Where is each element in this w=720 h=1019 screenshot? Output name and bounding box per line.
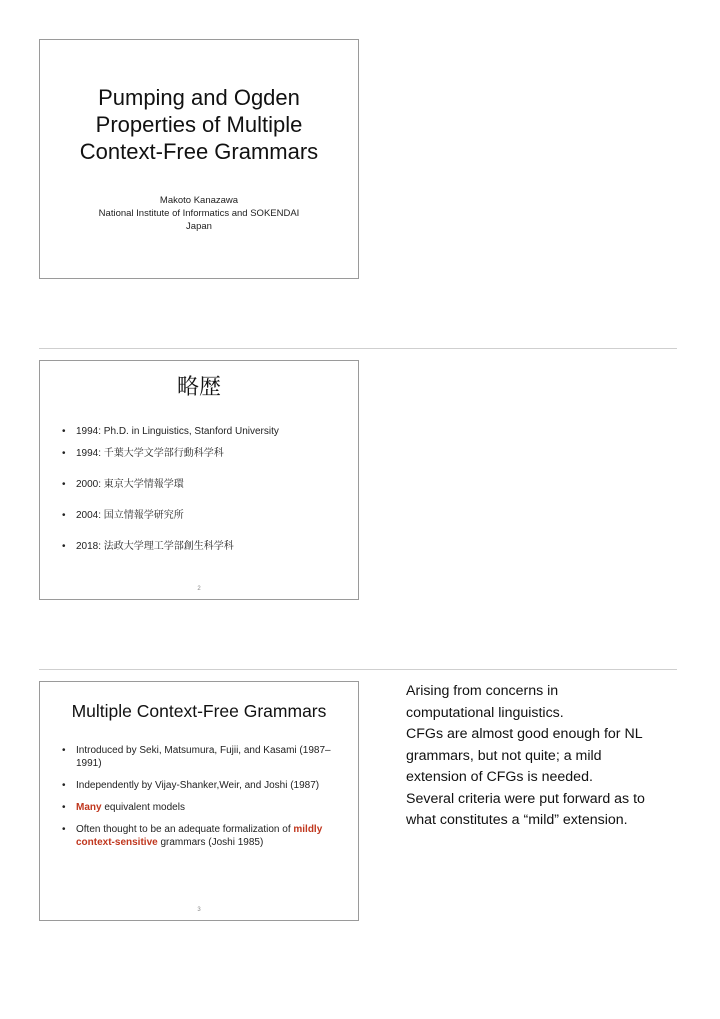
author-affiliation: National Institute of Informatics and SOKENDAI — [98, 208, 300, 219]
bullet-text: equivalent models — [101, 802, 185, 813]
notes-line: grammars, but not quite; a mild — [406, 747, 602, 764]
notes-line: what constitutes a “mild” extension. — [406, 812, 628, 828]
page-separator — [39, 669, 677, 670]
slide-3 — [39, 681, 359, 921]
list-item: • 1994: Ph.D. in Linguistics, Stanford University — [62, 425, 279, 438]
list-item: • Independently by Vijay-Shanker,Weir, and Joshi (1987) — [62, 779, 342, 792]
bullet-text: Often thought to be an adequate formalization of — [76, 824, 294, 835]
slide-1-author-block — [40, 194, 358, 233]
list-item: • 2004: 国立情報学研究所 — [62, 509, 279, 522]
slide-2-title: 略歴 — [176, 375, 221, 400]
highlight-text: Many — [76, 802, 102, 813]
notes-line: Several criteria were put forward as to — [406, 790, 645, 807]
list-item: • 2018: 法政大学理工学部創生科学科 — [62, 540, 279, 553]
slide-1 — [39, 39, 359, 279]
list-item: • Introduced by Seki, Matsumura, Fujii, and Kasami (1987–1991) — [62, 744, 342, 770]
author-name: Makoto Kanazawa — [159, 195, 239, 206]
list-item: • 2000: 東京大学情報学環 — [62, 478, 279, 491]
list-item — [62, 801, 342, 814]
slide-3-notes — [406, 681, 681, 832]
notes-line: computational linguistics. — [406, 704, 564, 721]
notes-line: extension of CFGs is needed. — [406, 769, 593, 785]
slide-3-bullet-list — [62, 744, 342, 858]
slide-2-bullet-list — [62, 425, 279, 553]
page-number: 3 — [197, 907, 201, 913]
page-separator — [39, 348, 677, 349]
bullet-text: grammars (Joshi 1985) — [157, 837, 264, 848]
notes-line: Arising from concerns in — [406, 683, 559, 699]
slide-2 — [39, 360, 359, 600]
notes-line: CFGs are almost good enough for NL — [406, 726, 643, 742]
slide-1-title: Pumping and Ogden Properties of Multiple Context-Free Grammars — [79, 85, 319, 164]
highlight-text: mildly context-sensitive — [76, 824, 323, 848]
page-number: 2 — [197, 586, 201, 592]
list-item — [62, 823, 342, 849]
slide-3-title: Multiple Context-Free Grammars — [71, 701, 327, 721]
author-country: Japan — [186, 221, 212, 232]
list-item: • 1994: 千葉大学文学部行動科学科 — [62, 447, 279, 460]
